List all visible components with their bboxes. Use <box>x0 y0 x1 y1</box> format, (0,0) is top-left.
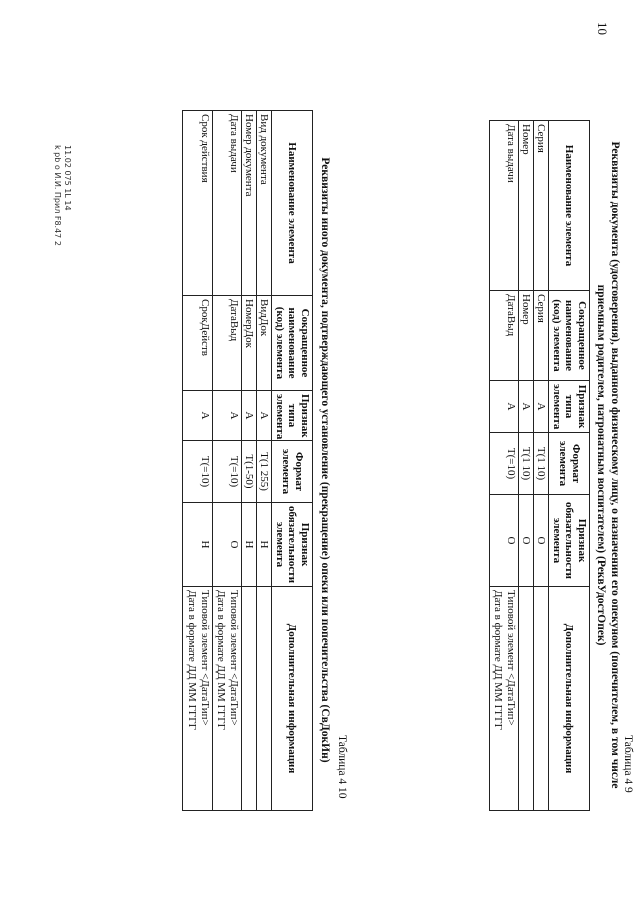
page-number: 10 <box>595 22 610 35</box>
cell-name: Срок действия <box>183 111 212 296</box>
cell-info <box>242 587 257 811</box>
header-element-type: Признак типа элемента <box>272 391 313 441</box>
cell-info <box>534 587 549 811</box>
cell-required: О <box>534 495 549 587</box>
header-element-format: Формат элемента <box>272 441 313 503</box>
info-line: Дата в формате ДД ММ ГГГГ <box>185 590 198 731</box>
cell-type: А <box>519 381 534 433</box>
cell-required: О <box>212 503 241 587</box>
cell-format: Т(1 10) <box>519 433 534 495</box>
info-line: Дата в формате ДД ММ ГГГГ <box>491 590 504 731</box>
cell-type: А <box>183 391 212 441</box>
table-4-10-title: Реквизиты иного документа, подтверждающего установление (прекращение) опеки или попечительства (СвДокИн) <box>319 157 331 763</box>
cell-type: А <box>257 391 272 441</box>
header-element-name: Наименование элемента <box>272 111 313 296</box>
header-element-code: Сокращенное наименование (код) элемента <box>549 291 590 381</box>
cell-format: Т(=10) <box>489 433 518 495</box>
table-4-10-number: Таблица 4 10 <box>336 735 348 799</box>
cell-info <box>519 587 534 811</box>
stamp-line: 11.02 075 1L 14 <box>63 145 72 211</box>
cell-required: О <box>519 495 534 587</box>
cell-code: Номер <box>519 291 534 381</box>
cell-code: Серия <box>534 291 549 381</box>
table-row <box>257 111 272 811</box>
header-additional-info: Дополнительная информация <box>549 587 590 811</box>
cell-code: ДатаВыд <box>212 296 241 391</box>
cell-format: Т(=10) <box>212 441 241 503</box>
cell-name: Дата выдачи <box>212 111 241 296</box>
header-element-required: Признак обязательности элемента <box>272 503 313 587</box>
cell-required: О <box>489 495 518 587</box>
cell-format: Т(1-50) <box>242 441 257 503</box>
table-4-10 <box>182 110 313 811</box>
cell-code: СрокДейств <box>183 296 212 391</box>
cell-required: Н <box>183 503 212 587</box>
info-line: Типовой элемент <ДатаТип> <box>198 590 211 726</box>
cell-code: ДатаВыд <box>489 291 518 381</box>
cell-code: НомерДок <box>242 296 257 391</box>
cell-name: Серия <box>534 121 549 291</box>
registration-stamp <box>52 145 72 246</box>
cell-type: А <box>534 381 549 433</box>
cell-required: Н <box>242 503 257 587</box>
header-element-format: Формат элемента <box>549 433 590 495</box>
cell-type: А <box>242 391 257 441</box>
cell-info <box>257 587 272 811</box>
table-4-9-number: Таблица 4 9 <box>622 735 634 793</box>
table-header-row <box>549 121 590 811</box>
table-4-9-title: Реквизиты документа (удостоверения), выданного физическому лицу, о назначении его опекуном (попечителем, в том числе приемным родителем, патронатным воспитателем) (РеквУдостОпек) <box>594 141 621 789</box>
cell-type: А <box>489 381 518 433</box>
cell-format: Т(1 255) <box>257 441 272 503</box>
table-row <box>534 121 549 811</box>
header-element-required: Признак обязательности элемента <box>549 495 590 587</box>
cell-info <box>212 587 241 811</box>
header-additional-info: Дополнительная информация <box>272 587 313 811</box>
cell-name: Дата выдачи <box>489 121 518 291</box>
info-line: Типовой элемент <ДатаТип> <box>505 590 518 726</box>
cell-code: ВидДок <box>257 296 272 391</box>
header-element-type: Признак типа элемента <box>549 381 590 433</box>
cell-info <box>183 587 212 811</box>
cell-name: Номер документа <box>242 111 257 296</box>
table-row <box>519 121 534 811</box>
table-header-row <box>272 111 313 811</box>
cell-info <box>489 587 518 811</box>
cell-format: Т(1 10) <box>534 433 549 495</box>
cell-required: Н <box>257 503 272 587</box>
info-line: Типовой элемент <ДатаТип> <box>228 590 241 726</box>
cell-type: А <box>212 391 241 441</box>
cell-name: Вид документа <box>257 111 272 296</box>
table-row <box>183 111 212 811</box>
stamp-line: k pb о И.И. Прил F8.47 2 <box>53 145 62 246</box>
table-row <box>212 111 241 811</box>
table-4-9 <box>489 120 590 811</box>
header-element-code: Сокращенное наименование (код) элемента <box>272 296 313 391</box>
table-row <box>489 121 518 811</box>
table-row <box>242 111 257 811</box>
cell-format: Т(=10) <box>183 441 212 503</box>
cell-name: Номер <box>519 121 534 291</box>
header-element-name: Наименование элемента <box>549 121 590 291</box>
info-line: Дата в формате ДД ММ ГГГГ <box>214 590 227 731</box>
